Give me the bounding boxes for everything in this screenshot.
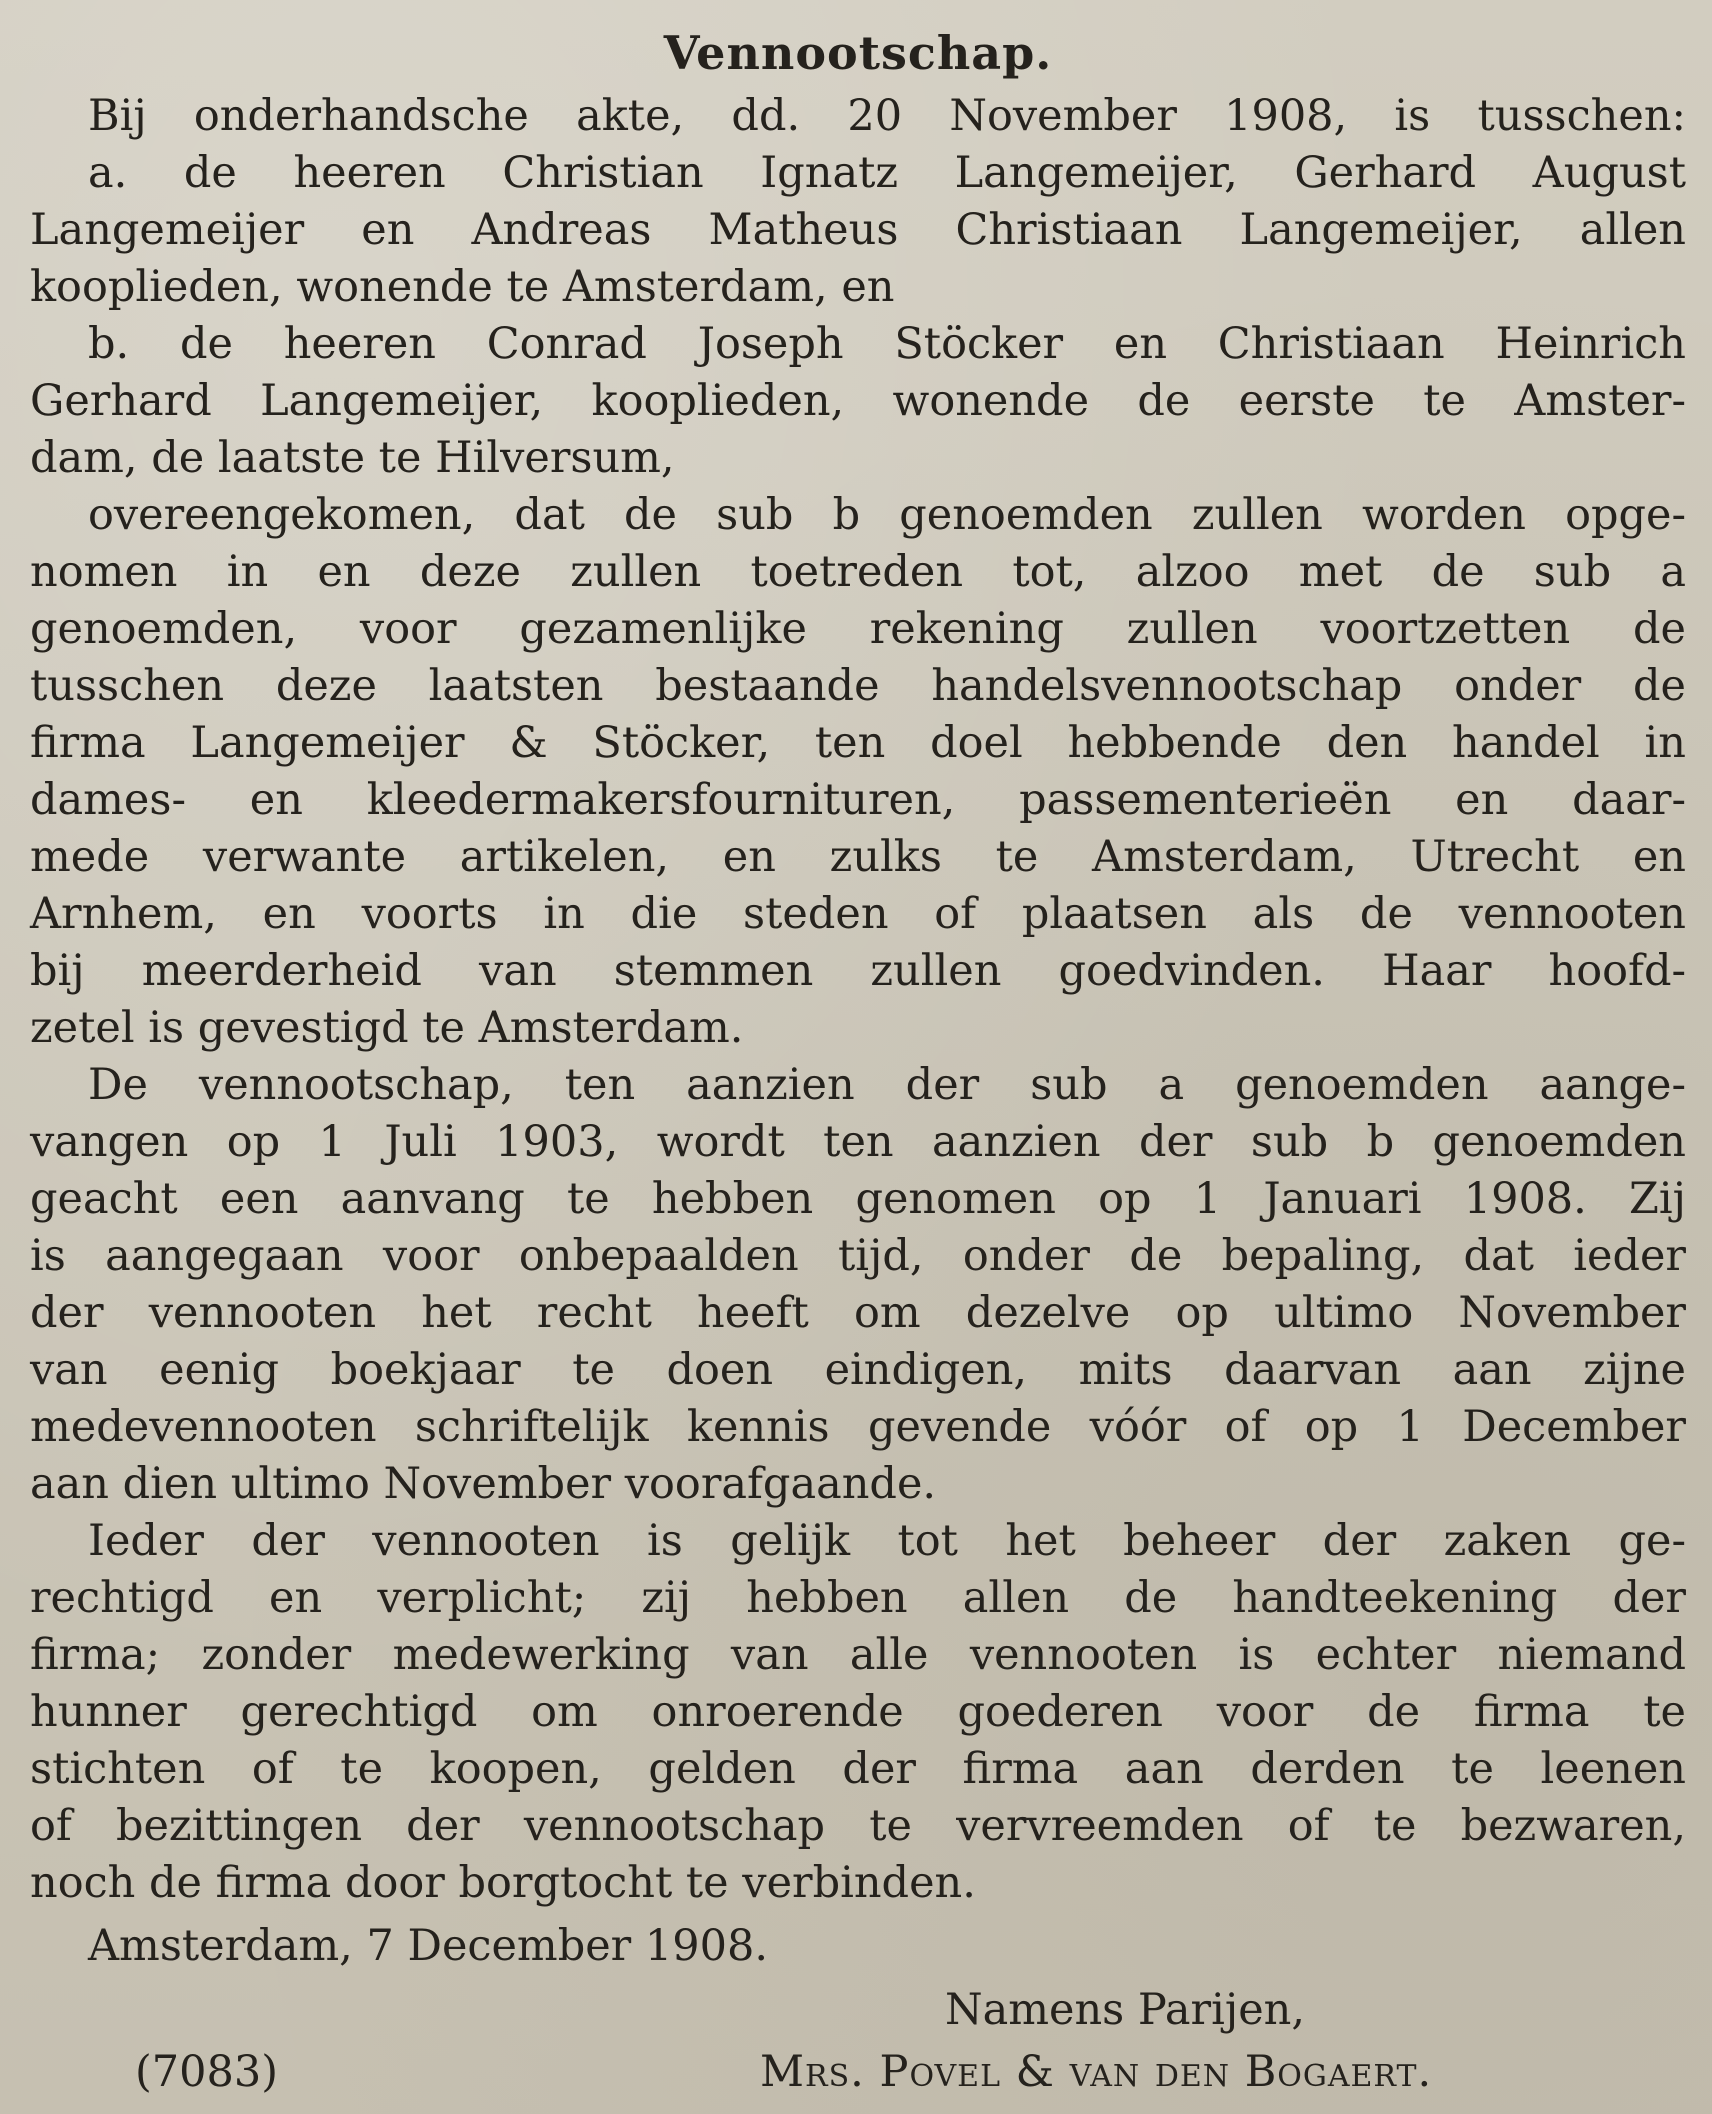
notice-title: Vennootschap. [663,26,1053,80]
text-line: Ieder der vennooten is gelijk tot het beheer der zaken ge- [88,1516,1686,1566]
text-line: aan dien ultimo November voorafgaande. [30,1459,937,1509]
signatories: Mrs. Povel & van den Bogaert. [760,2047,1433,2097]
text-line: dam, de laatste te Hilversum, [30,433,675,483]
paragraph-2 [30,316,1686,487]
text-line: b. de heeren Conrad Joseph Stöcker en Christiaan Heinrich [88,319,1686,369]
text-line: overeengekomen, dat de sub b genoemden zullen worden opge- [88,490,1686,540]
paragraph-4 [30,1057,1686,1513]
text-line: medevennooten schriftelijk kennis gevende vóór of op 1 December [30,1402,1686,1452]
text-line: nomen in en deze zullen toetreden tot, alzoo met de sub a [30,547,1686,597]
text-line: noch de firma door borgtocht te verbinden. [30,1858,976,1908]
text-line: vangen op 1 Juli 1903, wordt ten aanzien der sub b genoemden [30,1117,1686,1167]
paragraph-1 [30,88,1686,316]
text-line: of bezittingen der vennootschap te vervreemden of te bezwaren, [30,1801,1686,1851]
text-line: a. de heeren Christian Ignatz Langemeijer, Gerhard August [88,148,1686,198]
text-line: bij meerderheid van stemmen zullen goedvinden. Haar hoofd- [30,946,1686,996]
text-line: der vennooten het recht heeft om dezelve op ultimo November [30,1288,1686,1338]
text-line: dames- en kleedermakersfournituren, passementerieën en daar- [30,775,1686,825]
text-line: rechtigd en verplicht; zij hebben allen de handteekening der [30,1573,1686,1623]
text-line: geacht een aanvang te hebben genomen op 1 Januari 1908. Zij [30,1174,1686,1224]
text-line: mede verwante artikelen, en zulks te Amsterdam, Utrecht en [30,832,1686,882]
place-and-date: Amsterdam, 7 December 1908. [88,1921,769,1971]
text-line: firma Langemeijer & Stöcker, ten doel hebbende den handel in [30,718,1686,768]
text-line: kooplieden, wonende te Amsterdam, en [30,262,895,312]
signoff-block [30,1912,1686,2114]
text-line: genoemden, voor gezamenlijke rekening zullen voortzetten de [30,604,1686,654]
text-line: Bij onderhandsche akte, dd. 20 November 1908, is tusschen: [88,91,1686,141]
text-line: firma; zonder medewerking van alle vennooten is echter niemand [30,1630,1686,1680]
text-line: zetel is gevestigd te Amsterdam. [30,1003,744,1053]
legal-notice [30,18,1686,2114]
text-line: Langemeijer en Andreas Matheus Christiaan Langemeijer, allen [30,205,1686,255]
text-line: Gerhard Langemeijer, kooplieden, wonende de eerste te Amster- [30,376,1686,426]
text-line: De vennootschap, ten aanzien der sub a genoemden aange- [88,1060,1686,1110]
text-line: Arnhem, en voorts in die steden of plaatsen als de vennooten [30,889,1686,939]
on-behalf-of: Namens Parijen, [945,1985,1305,2035]
paragraph-3 [30,487,1686,1057]
reference-number: (7083) [135,2047,278,2097]
text-line: van eenig boekjaar te doen eindigen, mits daarvan aan zijne [30,1345,1686,1395]
text-line: tusschen deze laatsten bestaande handelsvennootschap onder de [30,661,1686,711]
paragraph-5 [30,1513,1686,1912]
text-line: hunner gerechtigd om onroerende goederen voor de firma te [30,1687,1686,1737]
text-line: is aangegaan voor onbepaalden tijd, onder de bepaling, dat ieder [30,1231,1686,1281]
text-line: stichten of te koopen, gelden der firma aan derden te leenen [30,1744,1686,1794]
